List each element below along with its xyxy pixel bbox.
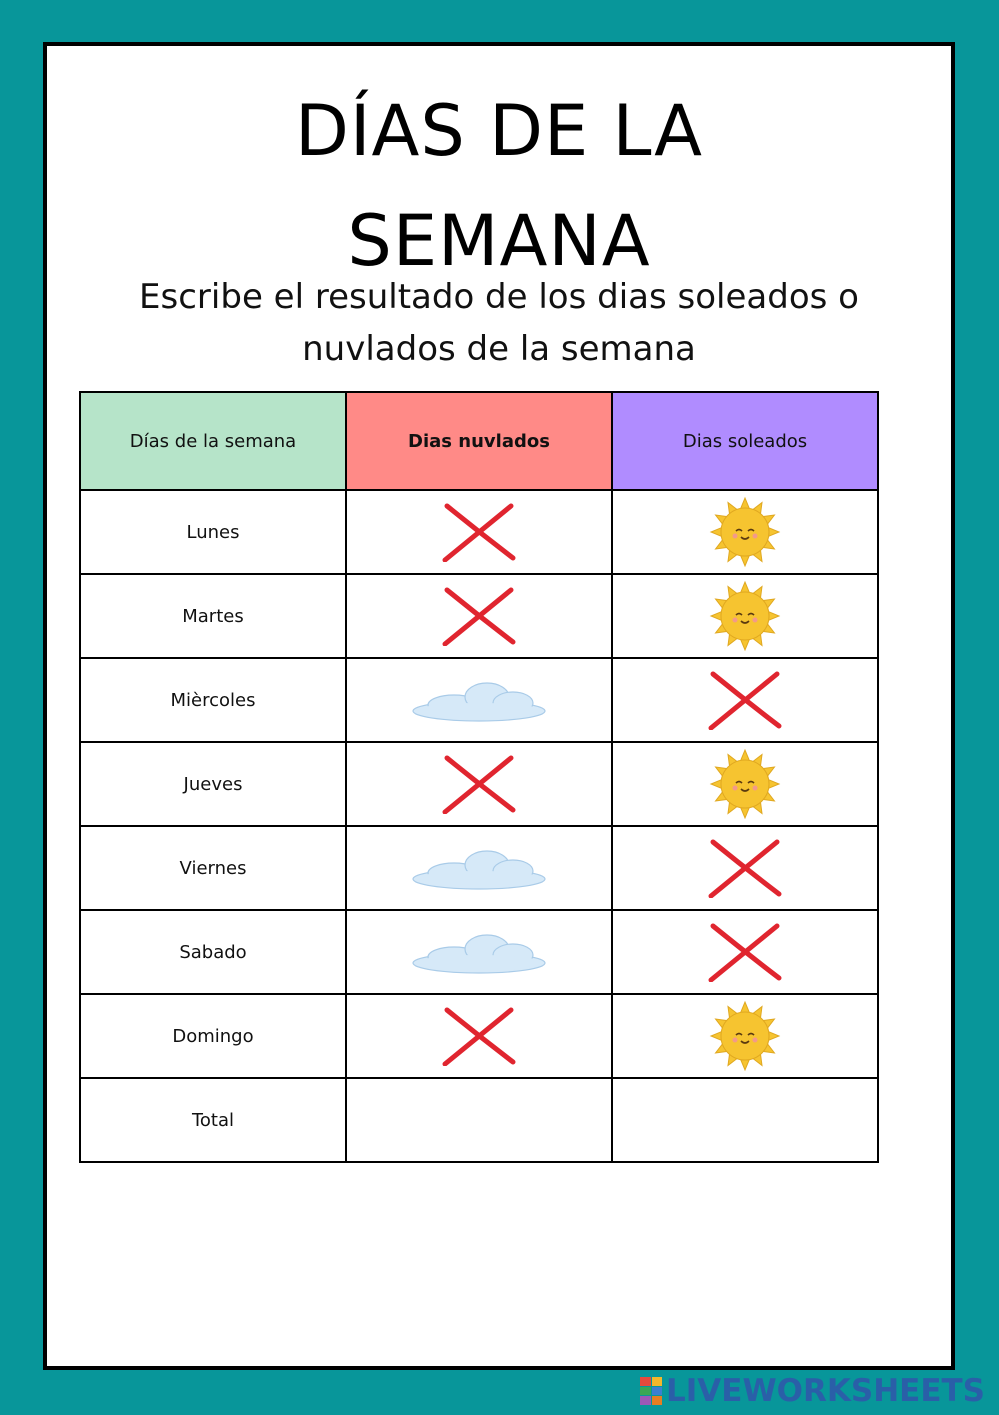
day-cell: Mièrcoles — [80, 658, 346, 742]
sun-icon — [709, 605, 781, 626]
sunny-answer-cell — [612, 574, 878, 658]
header-cloudy-days: Dias nuvlados — [346, 392, 612, 490]
sun-icon — [709, 521, 781, 542]
sunny-answer-cell — [612, 910, 878, 994]
logo-text: LIVEWORKSHEETS — [666, 1373, 985, 1409]
header-days: Días de la semana — [80, 392, 346, 490]
table-row — [80, 1078, 878, 1162]
day-cell: Domingo — [80, 994, 346, 1078]
header-sunny-days: Dias soleados — [612, 392, 878, 490]
sunny-answer-cell — [612, 994, 878, 1078]
cloudy-answer-cell — [346, 910, 612, 994]
day-cell: Viernes — [80, 826, 346, 910]
cross-icon — [705, 941, 785, 962]
page-title — [47, 76, 951, 296]
table-row — [80, 910, 878, 994]
cloud-icon — [409, 857, 549, 878]
cloudy-answer-cell — [346, 742, 612, 826]
day-cell: Lunes — [80, 490, 346, 574]
instructions — [77, 271, 921, 375]
instructions-line-1: Escribe el resultado de los dias soleados o — [139, 277, 859, 317]
day-cell: Jueves — [80, 742, 346, 826]
sunny-answer-cell — [612, 658, 878, 742]
cloudy-answer-cell — [346, 826, 612, 910]
cross-icon — [705, 857, 785, 878]
cloud-icon — [409, 941, 549, 962]
table-header-row — [80, 392, 878, 490]
sunny-answer-cell — [612, 742, 878, 826]
sun-icon — [709, 773, 781, 794]
sun-icon — [709, 1025, 781, 1046]
title-line-2: SEMANA — [347, 200, 651, 282]
table-row — [80, 490, 878, 574]
cloudy-answer-cell — [346, 574, 612, 658]
sunny-answer-cell — [612, 490, 878, 574]
cross-icon — [705, 689, 785, 710]
table-row — [80, 742, 878, 826]
cloudy-answer-cell — [346, 490, 612, 574]
weather-table — [79, 391, 879, 1163]
day-cell: Sabado — [80, 910, 346, 994]
sunny-answer-cell[interactable] — [612, 1078, 878, 1162]
worksheet-page — [43, 42, 955, 1370]
table-row — [80, 658, 878, 742]
title-line-1: DÍAS DE LA — [295, 90, 703, 172]
day-cell: Total — [80, 1078, 346, 1162]
cloudy-answer-cell — [346, 994, 612, 1078]
cloud-icon — [409, 689, 549, 710]
day-cell: Martes — [80, 574, 346, 658]
cross-icon — [439, 1025, 519, 1046]
logo-badge-icon — [640, 1377, 662, 1405]
cloudy-answer-cell[interactable] — [346, 1078, 612, 1162]
cross-icon — [439, 605, 519, 626]
instructions-line-2: nuvlados de la semana — [302, 329, 696, 369]
cloudy-answer-cell — [346, 658, 612, 742]
table-row — [80, 994, 878, 1078]
sunny-answer-cell — [612, 826, 878, 910]
cross-icon — [439, 521, 519, 542]
table-row — [80, 826, 878, 910]
liveworksheets-logo — [640, 1373, 985, 1409]
cross-icon — [439, 773, 519, 794]
table-row — [80, 574, 878, 658]
